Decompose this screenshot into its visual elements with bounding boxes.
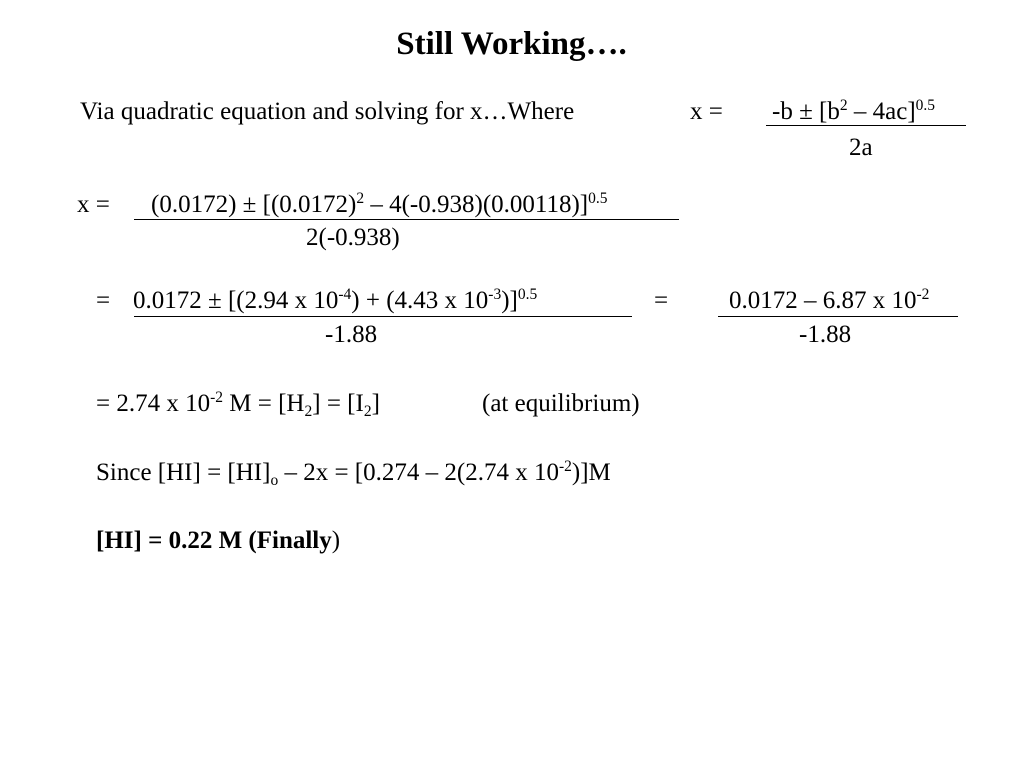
intro-x-equals: x =: [690, 98, 723, 125]
step2-fraction-bar: [134, 316, 632, 317]
intro-text: Via quadratic equation and solving for x…Where: [80, 98, 575, 125]
step1-x-equals: x =: [77, 191, 110, 218]
step2-second-numerator: 0.0172 – 6.87 x $10^{-2}$: [729, 286, 930, 314]
final-answer: [HI] = 0.22 M (Finally): [96, 527, 341, 554]
equilibrium-note: (at equilibrium): [482, 390, 640, 417]
equilibrium-result: = 2.74 x $10^{-2}$ $M = [H_2] = [I_2]$: [96, 389, 380, 420]
step1-fraction-bar: [134, 219, 679, 220]
quadratic-formula-numerator: $-b \pm [b^2 - 4ac]^{0.5}$: [772, 97, 936, 125]
step2-numerator: 0.0172 ± [(2.94 x $10^{-4}) + (4.43$ x $10^{-3})]^{0.5}$: [133, 286, 538, 314]
quadratic-formula-denominator: 2a: [849, 134, 873, 161]
step2-denominator: -1.88: [325, 321, 378, 348]
step2-second-equals: =: [654, 287, 669, 314]
hi-calculation: Since $[HI] = [HI]_o - 2x = [0.274 - 2(2.74$ x $10^{-2})]M$: [96, 458, 611, 489]
step1-numerator: $(0.0172) \pm [(0.0172)^2 - 4(-0.938)(0.00118)]^{0.5}$: [151, 190, 608, 218]
slide-title: Still Working….: [396, 26, 627, 62]
step2-second-denominator: -1.88: [799, 321, 852, 348]
quadratic-formula-fraction-bar: [766, 125, 966, 126]
step2-second-fraction-bar: [718, 316, 958, 317]
step2-equals: =: [96, 287, 111, 314]
step1-denominator: 2(-0.938): [306, 224, 400, 251]
